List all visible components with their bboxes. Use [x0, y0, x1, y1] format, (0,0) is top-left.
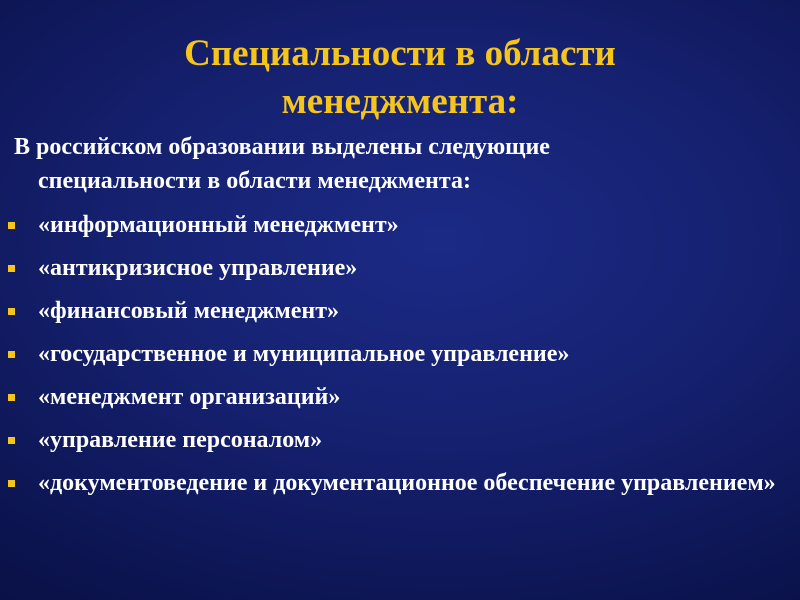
- intro-line2: специальности в области менеджмента:: [38, 168, 471, 194]
- list-item: [0, 251, 800, 285]
- square-bullet-icon: [8, 308, 15, 315]
- list-item: [0, 294, 800, 328]
- specialties-list: [0, 208, 800, 509]
- list-item: [0, 423, 800, 457]
- square-bullet-icon: [8, 437, 15, 444]
- square-bullet-icon: [8, 265, 15, 272]
- list-item-text: «управление персоналом»: [38, 427, 323, 453]
- slide-title-line1: Специальности в области: [184, 33, 616, 74]
- list-item: [0, 466, 800, 500]
- intro-line1: В российском образовании выделены следующие: [14, 134, 550, 160]
- square-bullet-icon: [8, 351, 15, 358]
- square-bullet-icon: [8, 394, 15, 401]
- list-item: [0, 380, 800, 414]
- square-bullet-icon: [8, 222, 15, 229]
- list-item-text: «антикризисное управление»: [38, 255, 358, 281]
- list-item: [0, 208, 800, 242]
- list-item-text: «финансовый менеджмент»: [38, 298, 339, 324]
- list-item-text: «документоведение и документационное обеспечение управлением»: [38, 470, 776, 496]
- list-item-text: «менеджмент организаций»: [38, 384, 341, 410]
- list-item: [0, 337, 800, 371]
- slide-title: [0, 30, 800, 126]
- slide-title-line2: менеджмента:: [281, 81, 519, 122]
- list-item-text: «государственное и муниципальное управление»: [38, 341, 570, 367]
- square-bullet-icon: [8, 480, 15, 487]
- intro-paragraph: [14, 130, 734, 198]
- list-item-text: «информационный менеджмент»: [38, 212, 399, 238]
